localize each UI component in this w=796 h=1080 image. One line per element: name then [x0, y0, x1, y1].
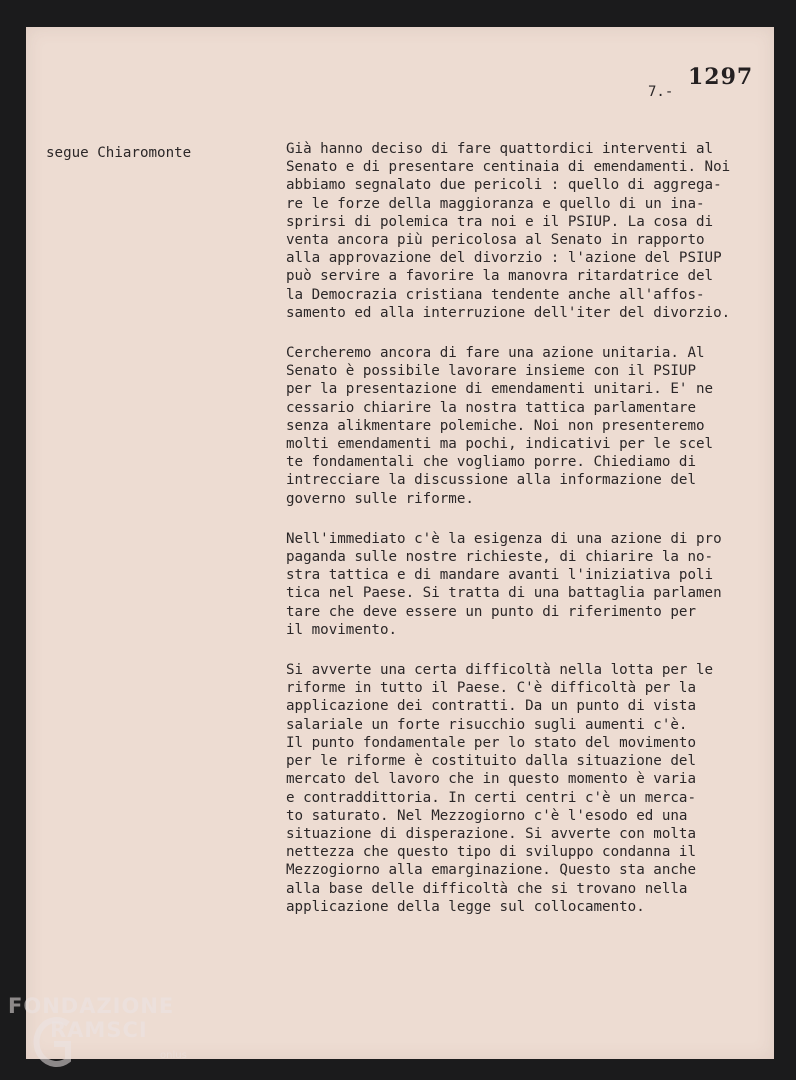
text-line: cessario chiarire la nostra tattica parlamentare	[286, 399, 696, 416]
text-line: Già hanno deciso di fare quattordici interventi al	[286, 141, 714, 157]
fondazione-gramsci-watermark	[8, 994, 198, 1074]
text-line: può servire a favorire la manovra ritardatrice del	[286, 268, 714, 285]
text-line: Senato e di presentare centinaia di emendamenti. Noi	[286, 159, 731, 176]
text-line: samento ed alla interruzione dell'iter del divorzio.	[286, 304, 731, 321]
sheet-marker: 7.-	[648, 84, 674, 100]
paragraph-2	[286, 344, 776, 508]
text-line: Si avverte una certa difficoltà nella lotta per le	[286, 662, 714, 679]
text-line: salariale un forte risucchio sugli aumenti c'è.	[286, 716, 688, 733]
text-line: il movimento.	[286, 621, 398, 638]
watermark-line-2: RAMSCI	[50, 1018, 148, 1042]
text-line: intrecciare la discussione alla informazione del	[286, 472, 696, 489]
text-line: applicazione dei contratti. Da un punto di vista	[286, 698, 696, 715]
text-line: nettezza che questo tipo di sviluppo condanna il	[286, 844, 696, 861]
text-line: la Democrazia cristiana tendente anche all'affos-	[286, 286, 705, 303]
text-line: molti emendamenti ma pochi, indicativi per le scel	[286, 436, 714, 453]
body-text	[286, 140, 776, 938]
text-line: Senato è possibile lavorare insieme con il PSIUP	[286, 363, 696, 380]
text-line: per la presentazione di emendamenti unitari. E' ne	[286, 381, 714, 398]
text-line: te fondamentali che vogliamo porre. Chiediamo di	[286, 454, 696, 471]
text-line: situazione di disperazione. Si avverte con molta	[286, 825, 696, 842]
text-line: Il punto fondamentale per lo stato del movimento	[286, 734, 696, 751]
text-line: Nell'immediato c'è la esigenza di una azione di pro	[286, 530, 722, 547]
text-line: e contraddittoria. In certi centri c'è un merca-	[286, 789, 696, 806]
text-line: riforme in tutto il Paese. C'è difficoltà per la	[286, 680, 696, 697]
text-line: tica nel Paese. Si tratta di una battaglia parlamen	[286, 585, 722, 602]
text-line: stra tattica e di mandare avanti l'iniziativa poli	[286, 567, 714, 584]
text-line: paganda sulle nostre richieste, di chiarire la no-	[286, 549, 714, 566]
text-line: tare che deve essere un punto di riferimento per	[286, 603, 696, 620]
text-line: alla base delle difficoltà che si trovano nella	[286, 880, 688, 897]
text-line: governo sulle riforme.	[286, 490, 474, 507]
text-line: Mezzogiorno alla emarginazione. Questo sta anche	[286, 862, 696, 879]
text-line: mercato del lavoro che in questo momento è varia	[286, 771, 696, 788]
text-line: venta ancora più pericolosa al Senato in rapporto	[286, 232, 705, 249]
paragraph-3	[286, 530, 776, 639]
text-line: senza alikmentare polemiche. Noi non presenteremo	[286, 417, 705, 434]
text-line: per le riforme è costituito dalla situazione del	[286, 753, 696, 770]
text-line: re le forze della maggioranza e quello di un ina-	[286, 195, 705, 212]
speaker-label: segue Chiaromonte	[46, 145, 192, 161]
text-line: sprirsi di polemica tra noi e il PSIUP. La cosa di	[286, 213, 714, 230]
watermark-suffix: onlus	[160, 1050, 187, 1061]
watermark-line-1: FONDAZIONE	[8, 994, 175, 1018]
page-number: 1297	[688, 64, 754, 90]
text-line: Cercheremo ancora di fare una azione unitaria. Al	[286, 345, 705, 362]
paragraph-1	[286, 140, 776, 322]
text-line: abbiamo segnalato due pericoli : quello di aggrega-	[286, 177, 722, 194]
text-line: to saturato. Nel Mezzogiorno c'è l'esodo ed una	[286, 807, 688, 824]
paragraph-4	[286, 661, 776, 916]
text-line: applicazione della legge sul collocamento.	[286, 898, 645, 915]
text-line: alla approvazione del divorzio : l'azione del PSIUP	[286, 250, 722, 267]
